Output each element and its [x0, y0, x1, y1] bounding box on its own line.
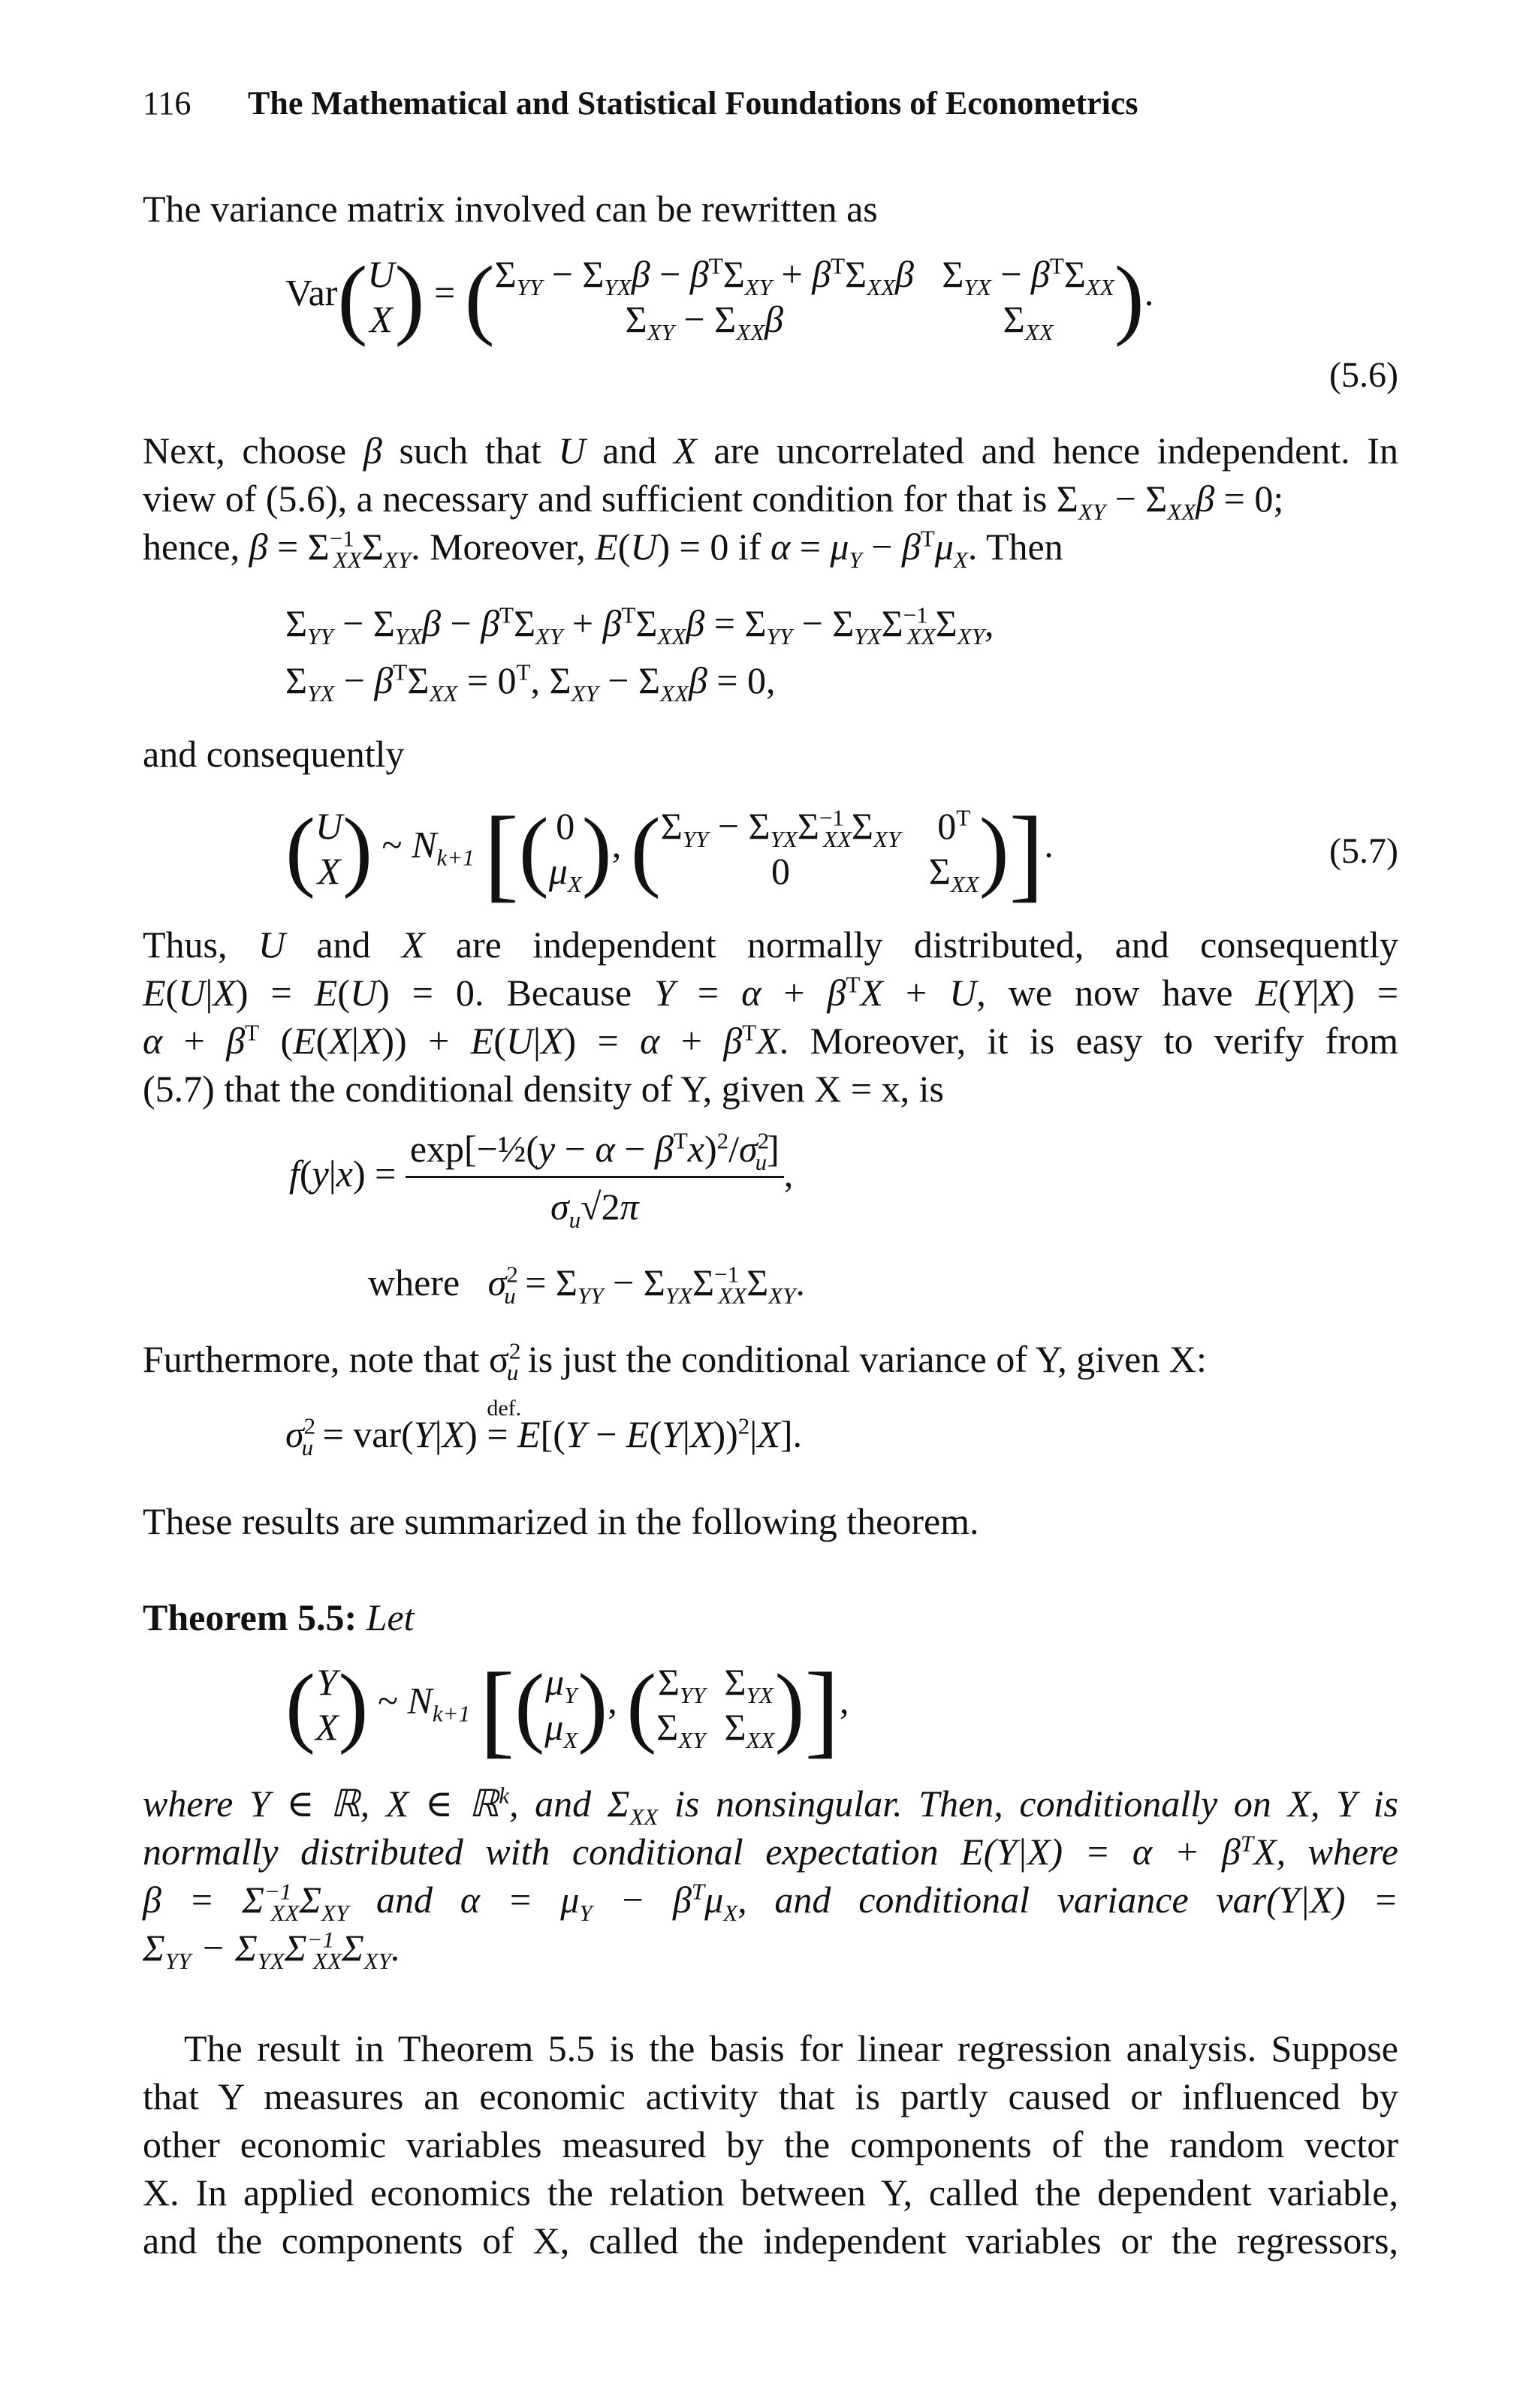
paragraph-choose-beta-line-2: view of (5.6), a necessary and sufficient condition for that is $\Sigma_{XY} - \Sigma_{XX}\beta = 0$;: [143, 478, 1284, 525]
paragraph-regression-line-3: other economic variables measured by the components of the random vector: [143, 2123, 1398, 2165]
paragraph-thus-line-1: Thus, U and X are independent normally distributed, and consequently: [143, 924, 1398, 966]
paragraph-thus-line-3: $\alpha + \beta^T$ $(E(X|X)) + E(U|X) = \alpha + \beta^TX$. Moreover, it is easy to verify from: [143, 1019, 1399, 1062]
equation-5-6: Var( U X ) = ( $\Sigma_{YY} - \Sigma_{YX}\beta - \beta^T\Sigma_{XY} + \beta^T\Sigma_{XX}\beta$ $\Sigma_{XY} - \Sigma_{XX}\beta$ $\Sigma_{YX} - \beta^T\Sigma_{XX}$ $\Sigma_{XX}$ ).: [285, 247, 1154, 348]
equation-derived-2: $\Sigma_{YX} - \beta^T\Sigma_{XX} = 0^T$, $\Sigma_{XY} - \Sigma_{XX}\beta = 0$,: [285, 659, 776, 707]
equation-variance-definition: $\sigma^2_u = var(Y|X)$ def. = $E[(Y - E(Y|X))^2|X]$.: [285, 1396, 802, 1460]
equation-conditional-density: f(y|x) = $\frac{\exp[-\frac{1}{2}(y - \alpha - \beta^Tx)^2/\sigma^2_u]}{\sigma_u√2\pi}$ ,: [289, 1127, 794, 1233]
paragraph-regression-line-5: and the components of X, called the independent variables or the regressors,: [143, 2220, 1398, 2262]
paragraph-choose-beta-line-3: hence, $\beta = \Sigma^{-1}_{XX}\Sigma_{XY}$. Moreover, E(U) = 0 if $\alpha = \mu_Y - \beta^T\mu_X$. Then: [143, 525, 1063, 573]
theorem-text-line-2: normally distributed with conditional expectation $E(Y|X) = \alpha + \beta^TX$, where: [143, 1830, 1398, 1873]
paragraph-regression-line-4: X. In applied economics the relation between Y, called the dependent variable,: [143, 2171, 1398, 2214]
paragraph-thus-line-4: (5.7) that the conditional density of Y, given X = x, is: [143, 1068, 944, 1110]
theorem-text-line-4: $\Sigma_{YY} - \Sigma_{YX}\Sigma^{-1}_{XX}\Sigma_{XY}$.: [143, 1926, 401, 1974]
theorem-text-line-1: where Y ∈ ℝ, X ∈ ℝ$^k$, and $\Sigma_{XX}$ is nonsingular. Then, conditionally on X, Y is: [143, 1782, 1398, 1830]
equation-number-5-7: (5.7): [1329, 831, 1398, 871]
paragraph-consequently: and consequently: [143, 733, 405, 775]
paragraph-regression-line-2: that Y measures an economic activity that is partly caused or influenced by: [143, 2075, 1398, 2117]
paragraph-intro: The variance matrix involved can be rewritten as: [143, 188, 878, 230]
equation-derived-1: $\Sigma_{YY} - \Sigma_{YX}\beta - \beta^T\Sigma_{XY} + \beta^T\Sigma_{XX}\beta = \Sigma_{YY} - \Sigma_{YX}\Sigma^{-1}_{XX}\Sigma_{XY}$,: [285, 601, 994, 649]
theorem-text-line-3: $\beta = \Sigma^{-1}_{XX}\Sigma_{XY}$ and $\alpha = \mu_Y - \beta^T\mu_X$, and conditional variance var(Y|X) =: [143, 1878, 1398, 1926]
theorem-heading: Theorem 5.5: Let: [143, 1596, 415, 1638]
equation-number-5-6: (5.6): [1329, 355, 1398, 395]
equation-5-7: ( U X ) ~ $N_{k+1}$ [( 0 $\mu_X$ ), ( $\Sigma_{YY} - \Sigma_{YX}\Sigma^{-1}_{XX}\Sigma_{XY}$ 0 $0^T$ $\Sigma_{XX}$ )].: [285, 795, 1054, 912]
page-number: 116: [143, 85, 191, 122]
equation-theorem-5-5: ( Y X ) ~ $N_{k+1}$ [( $\mu_Y$ $\mu_X$ ), ( $\Sigma_{YY}$ $\Sigma_{YX}$ $\Sigma_{XY}$ $\Sigma_{XX}$ )],: [285, 1651, 849, 1768]
equation-sigma-u: where $\sigma^2_u = \Sigma_{YY} - \Sigma_{YX}\Sigma^{-1}_{XX}\Sigma_{XY}$.: [368, 1261, 805, 1309]
paragraph-regression-line-1: The result in Theorem 5.5 is the basis for linear regression analysis. Suppose: [184, 2027, 1398, 2069]
paragraph-thus-line-2: E(U|X) = E(U) = 0. Because $Y = \alpha + \beta^TX + U$, we now have E(Y|X) =: [143, 971, 1399, 1014]
paragraph-choose-beta-line-1: Next, choose β such that U and X are uncorrelated and hence independent. In: [143, 429, 1398, 472]
running-title: The Mathematical and Statistical Foundations of Econometrics: [248, 85, 1138, 122]
paragraph-summary: These results are summarized in the following theorem.: [143, 1500, 979, 1542]
paragraph-furthermore: Furthermore, note that $\sigma^2_u$ is just the conditional variance of Y, given X:: [143, 1337, 1207, 1385]
